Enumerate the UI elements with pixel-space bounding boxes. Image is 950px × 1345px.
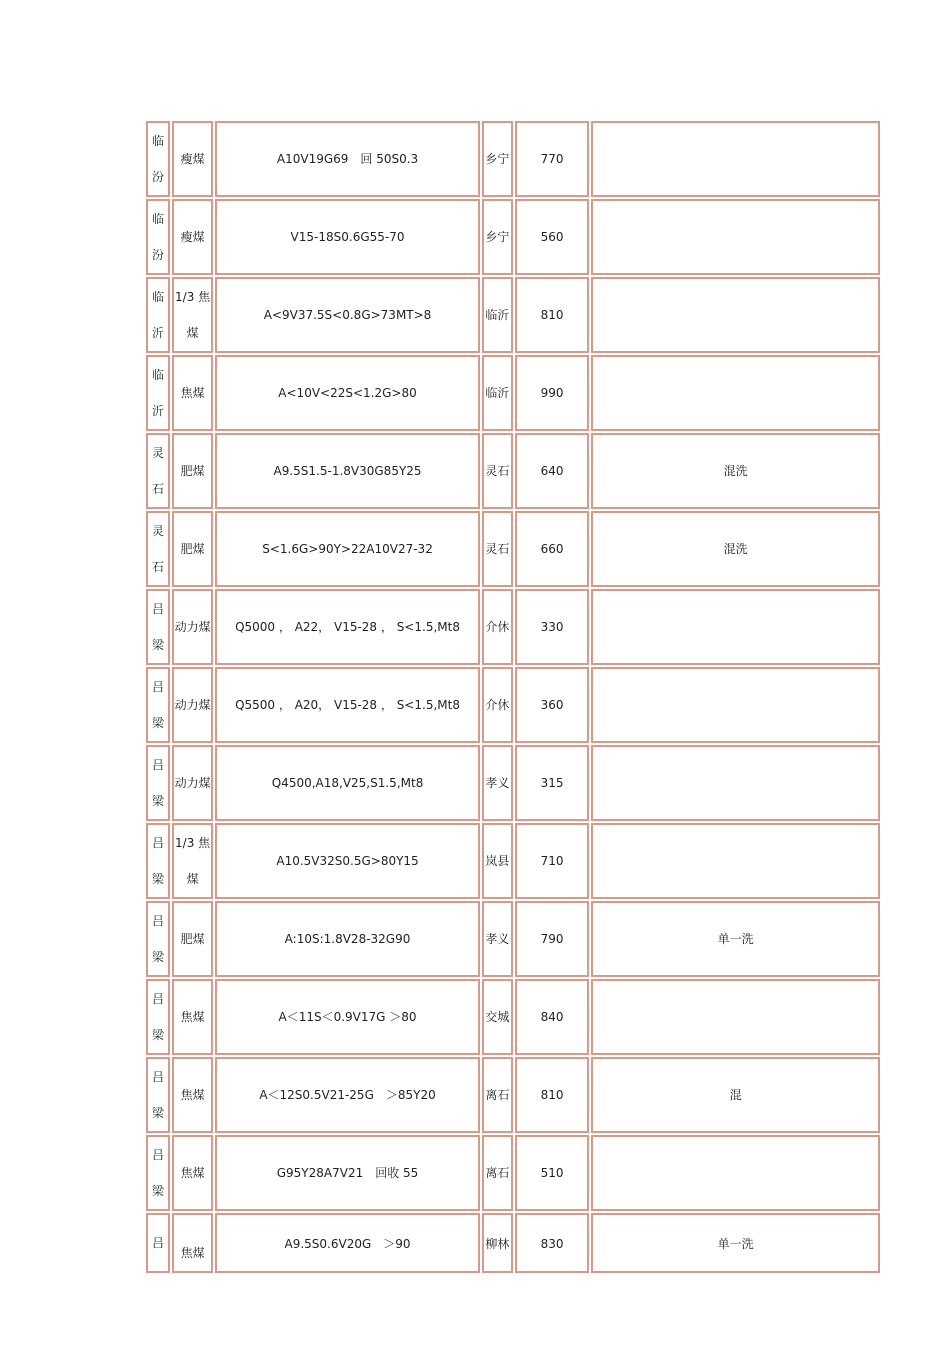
origin-cell: 乡宁 — [482, 199, 513, 275]
region-text: 吕梁 — [152, 680, 165, 730]
note-cell: 混洗 — [591, 511, 880, 587]
origin-cell: 临沂 — [482, 355, 513, 431]
region-cell — [146, 823, 170, 899]
region-cell — [146, 121, 170, 197]
region-cell — [146, 355, 170, 431]
coal-type-cell — [172, 433, 213, 509]
price-cell: 770 — [515, 121, 589, 197]
region-text: 吕梁 — [152, 914, 165, 964]
spec-cell: A<10V<22S<1.2G>80 — [215, 355, 480, 431]
price-cell: 640 — [515, 433, 589, 509]
coal-type-text: 焦煤 — [180, 1010, 205, 1024]
price-cell: 510 — [515, 1135, 589, 1211]
coal-type-cell — [172, 667, 213, 743]
region-cell — [146, 511, 170, 587]
region-text: 吕梁 — [152, 758, 165, 808]
note-cell: 单一洗 — [591, 1213, 880, 1273]
region-cell — [146, 1135, 170, 1211]
price-cell: 360 — [515, 667, 589, 743]
origin-cell: 交城 — [482, 979, 513, 1055]
region-text: 灵石 — [152, 524, 165, 574]
region-cell — [146, 1213, 170, 1273]
price-cell: 810 — [515, 277, 589, 353]
spec-cell: A＜12S0.5V21-25G ＞85Y20 — [215, 1057, 480, 1133]
spec-cell: A10V19G69 回 50S0.3 — [215, 121, 480, 197]
table-row — [146, 433, 880, 509]
note-cell — [591, 823, 880, 899]
origin-cell: 乡宁 — [482, 121, 513, 197]
spec-cell: A<9V37.5S<0.8G>73MT>8 — [215, 277, 480, 353]
spec-cell: A9.5S0.6V20G ＞90 — [215, 1213, 480, 1273]
region-cell — [146, 745, 170, 821]
coal-type-text: 焦煤 — [180, 1088, 205, 1102]
coal-type-text: 瘦煤 — [180, 152, 205, 166]
coal-price-table — [144, 119, 882, 1275]
note-cell — [591, 979, 880, 1055]
table-row — [146, 121, 880, 197]
region-cell — [146, 199, 170, 275]
region-text: 灵石 — [152, 446, 165, 496]
region-text: 临沂 — [152, 290, 165, 340]
table-row — [146, 199, 880, 275]
origin-cell: 孝义 — [482, 901, 513, 977]
coal-type-text: 动力煤 — [174, 776, 211, 790]
origin-cell: 灵石 — [482, 511, 513, 587]
spec-cell: A9.5S1.5-1.8V30G85Y25 — [215, 433, 480, 509]
region-cell — [146, 901, 170, 977]
note-cell — [591, 667, 880, 743]
spec-cell: A:10S:1.8V28-32G90 — [215, 901, 480, 977]
region-text: 临沂 — [152, 368, 165, 418]
table-row — [146, 1057, 880, 1133]
region-cell — [146, 277, 170, 353]
table-row — [146, 355, 880, 431]
note-cell — [591, 355, 880, 431]
coal-type-text: 瘦煤 — [180, 230, 205, 244]
region-text: 临汾 — [152, 212, 165, 262]
coal-type-cell — [172, 1057, 213, 1133]
spec-cell: G95Y28A7V21 回收 55 — [215, 1135, 480, 1211]
region-text: 吕梁 — [152, 1070, 165, 1120]
coal-type-cell — [172, 823, 213, 899]
price-cell: 790 — [515, 901, 589, 977]
price-cell: 710 — [515, 823, 589, 899]
table-row — [146, 1213, 880, 1273]
table-row — [146, 823, 880, 899]
table-row — [146, 979, 880, 1055]
price-cell: 810 — [515, 1057, 589, 1133]
note-cell — [591, 277, 880, 353]
coal-type-cell — [172, 355, 213, 431]
coal-type-cell — [172, 121, 213, 197]
region-cell — [146, 667, 170, 743]
origin-cell: 柳林 — [482, 1213, 513, 1273]
region-cell — [146, 433, 170, 509]
origin-cell: 临沂 — [482, 277, 513, 353]
coal-type-text: 焦煤 — [180, 1246, 205, 1260]
coal-price-table-wrapper — [144, 119, 882, 1260]
price-cell: 830 — [515, 1213, 589, 1273]
coal-type-text: 肥煤 — [180, 464, 205, 478]
origin-cell: 岚县 — [482, 823, 513, 899]
spec-cell: A＜11S＜0.9V17G ＞80 — [215, 979, 480, 1055]
region-text: 吕 — [152, 1236, 165, 1250]
spec-cell: Q5500 ， A20， V15-28 ， S<1.5,Mt8 — [215, 667, 480, 743]
coal-type-cell — [172, 277, 213, 353]
note-cell: 单一洗 — [591, 901, 880, 977]
coal-type-cell — [172, 199, 213, 275]
region-cell — [146, 1057, 170, 1133]
coal-type-cell — [172, 511, 213, 587]
price-cell: 330 — [515, 589, 589, 665]
spec-cell: S<1.6G>90Y>22A10V27-32 — [215, 511, 480, 587]
coal-type-cell — [172, 979, 213, 1055]
spec-cell: Q4500,A18,V25,S1.5,Mt8 — [215, 745, 480, 821]
coal-type-cell — [172, 745, 213, 821]
coal-type-text: 肥煤 — [180, 932, 205, 946]
table-row — [146, 511, 880, 587]
region-cell — [146, 589, 170, 665]
origin-cell: 离石 — [482, 1135, 513, 1211]
note-cell: 混 — [591, 1057, 880, 1133]
spec-cell: V15-18S0.6G55-70 — [215, 199, 480, 275]
origin-cell: 介休 — [482, 667, 513, 743]
origin-cell: 孝义 — [482, 745, 513, 821]
coal-type-text: 动力煤 — [174, 620, 211, 634]
region-text: 吕梁 — [152, 602, 165, 652]
table-row — [146, 667, 880, 743]
region-cell — [146, 979, 170, 1055]
note-cell — [591, 199, 880, 275]
spec-cell: Q5000 ， A22， V15-28 ， S<1.5,Mt8 — [215, 589, 480, 665]
coal-type-cell — [172, 901, 213, 977]
note-cell — [591, 745, 880, 821]
coal-type-cell — [172, 1213, 213, 1273]
coal-type-cell — [172, 1135, 213, 1211]
origin-cell: 离石 — [482, 1057, 513, 1133]
spec-cell: A10.5V32S0.5G>80Y15 — [215, 823, 480, 899]
region-text: 吕梁 — [152, 836, 165, 886]
table-row — [146, 745, 880, 821]
origin-cell: 介休 — [482, 589, 513, 665]
price-cell: 840 — [515, 979, 589, 1055]
coal-type-text: 动力煤 — [174, 698, 211, 712]
coal-type-text: 1/3 焦煤 — [175, 290, 211, 340]
origin-cell: 灵石 — [482, 433, 513, 509]
table-row — [146, 277, 880, 353]
region-text: 吕梁 — [152, 1148, 165, 1198]
region-text: 临汾 — [152, 134, 165, 184]
note-cell — [591, 121, 880, 197]
price-cell: 560 — [515, 199, 589, 275]
coal-type-text: 焦煤 — [180, 1166, 205, 1180]
coal-type-cell — [172, 589, 213, 665]
coal-type-text: 肥煤 — [180, 542, 205, 556]
table-row — [146, 589, 880, 665]
table-body — [146, 121, 880, 1273]
note-cell: 混洗 — [591, 433, 880, 509]
price-cell: 315 — [515, 745, 589, 821]
table-row — [146, 1135, 880, 1211]
price-cell: 990 — [515, 355, 589, 431]
table-row — [146, 901, 880, 977]
note-cell — [591, 1135, 880, 1211]
coal-type-text: 焦煤 — [180, 386, 205, 400]
price-cell: 660 — [515, 511, 589, 587]
region-text: 吕梁 — [152, 992, 165, 1042]
note-cell — [591, 589, 880, 665]
coal-type-text: 1/3 焦煤 — [175, 836, 211, 886]
